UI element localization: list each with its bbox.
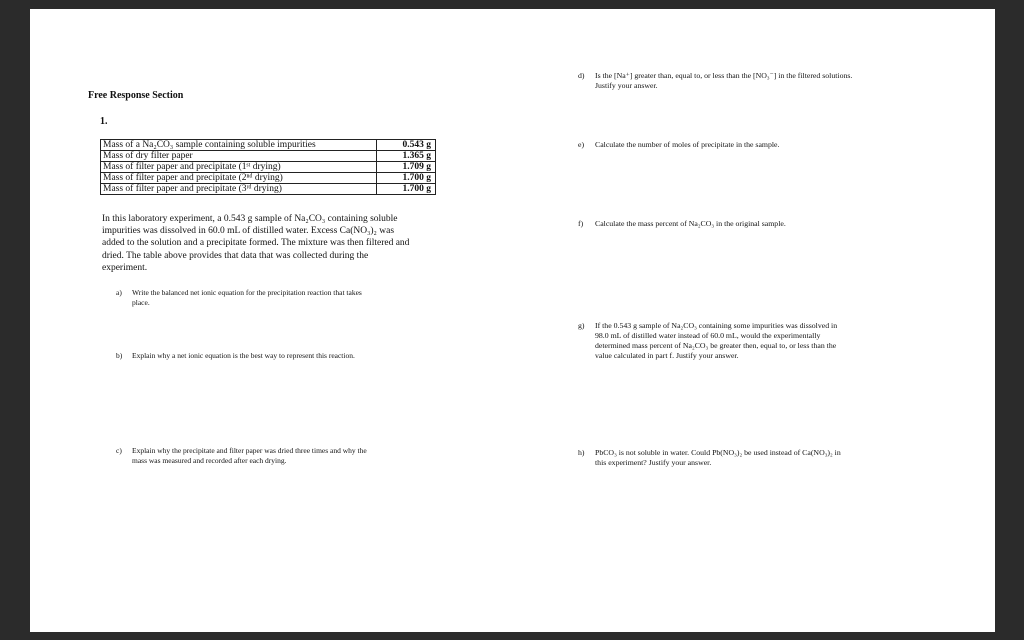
question-text-cont: mass was measured and recorded after each drying.: [132, 455, 287, 465]
question-letter: e): [578, 140, 585, 149]
question-a: [116, 288, 446, 307]
question-text: Write the balanced net ionic equation for the precipitation reaction that takes: [132, 288, 362, 297]
row-label: Mass of a Na₂CO₃ sample containing soluble impurities: [101, 140, 377, 151]
question-text-cont: Justify your answer.: [595, 81, 658, 90]
question-d: [578, 71, 958, 91]
table-row: [101, 151, 436, 162]
intro-paragraph: In this laboratory experiment, a 0.543 g sample of Na₂CO₃ containing soluble impurities was dissolved in 60.0 mL of distilled water. Excess Ca(NO₃)₂ was added to the solution and a precipitate formed. The mixture was then filtered and dried. The table above provides that data that was collected during the experiment.: [102, 214, 410, 273]
question-number: 1.: [100, 116, 108, 127]
table-row: [101, 162, 436, 173]
row-value: 1.700 g: [377, 173, 436, 184]
question-text: If the 0.543 g sample of Na₂CO₃ containing some impurities was dissolved in: [595, 321, 838, 330]
question-letter: c): [116, 446, 122, 455]
question-letter: a): [116, 288, 122, 297]
document-page: [30, 9, 995, 632]
question-letter: f): [578, 219, 584, 228]
question-letter: h): [578, 448, 585, 457]
question-c: [116, 446, 446, 465]
row-label: Mass of filter paper and precipitate (2ⁿᵈ drying): [101, 173, 377, 184]
table-row: [101, 173, 436, 184]
row-value: 1.700 g: [377, 184, 436, 195]
row-label: Mass of dry filter paper: [101, 151, 377, 162]
question-text-cont: place.: [132, 297, 150, 307]
question-text: Calculate the mass percent of Na₂CO₃ in the original sample.: [595, 219, 786, 228]
section-title: Free Response Section: [88, 90, 184, 101]
row-value: 1.709 g: [377, 162, 436, 173]
table-row: [101, 140, 436, 151]
question-e: [578, 140, 958, 150]
question-text: Calculate the number of moles of precipitate in the sample.: [595, 140, 780, 149]
row-label: Mass of filter paper and precipitate (1ˢᵗ drying): [101, 162, 377, 173]
question-letter: d): [578, 71, 585, 80]
question-text: Is the [Na⁺] greater than, equal to, or less than the [NO₃⁻] in the filtered solutions.: [595, 71, 853, 80]
question-letter: b): [116, 351, 123, 360]
question-b: [116, 351, 446, 361]
question-text-cont: this experiment? Justify your answer.: [595, 458, 712, 467]
question-text: Explain why a net ionic equation is the best way to represent this reaction.: [132, 351, 355, 360]
mass-data-table: [100, 139, 436, 195]
table-row: [101, 184, 436, 195]
question-text: PbCO₃ is not soluble in water. Could Pb(NO₃)₂ be used instead of Ca(NO₃)₂ in: [595, 448, 841, 457]
question-text-cont: determined mass percent of Na₂CO₃ be greater then, equal to, or less than the: [595, 341, 837, 350]
question-g: [578, 321, 958, 361]
question-letter: g): [578, 321, 585, 330]
question-text-cont: 98.0 mL of distilled water instead of 60.0 mL, would the experimentally: [595, 331, 821, 340]
question-f: [578, 219, 958, 229]
row-value: 0.543 g: [377, 140, 436, 151]
question-text-cont: value calculated in part f. Justify your answer.: [595, 351, 739, 360]
question-h: [578, 448, 958, 468]
row-label: Mass of filter paper and precipitate (3ʳᵈ drying): [101, 184, 377, 195]
row-value: 1.365 g: [377, 151, 436, 162]
question-text: Explain why the precipitate and filter paper was dried three times and why the: [132, 446, 367, 455]
